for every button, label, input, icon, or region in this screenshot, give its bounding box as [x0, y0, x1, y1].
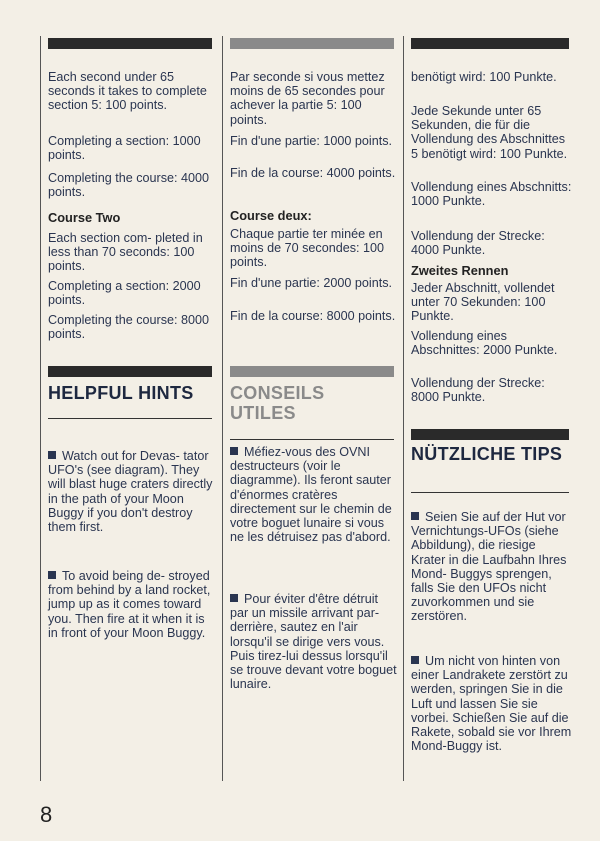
section-subtitle: Course Two	[48, 210, 121, 225]
scoring-text: Vollendung der Strecke: 4000 Punkte.	[411, 229, 545, 258]
square-bullet-icon	[411, 512, 419, 520]
hint-text: Seien Sie auf der Hut vor Vernichtungs-UFOs (siehe Abbildung), die riesige Krater in die Laufbahn Ihres Mond- Buggys sprengen, falls Sie den UFOs nicht zuvorkommen und sie zerstören.	[411, 510, 567, 624]
hint-paragraph	[230, 445, 398, 544]
page-number: 8	[40, 802, 53, 827]
column-french	[222, 36, 400, 781]
square-bullet-icon	[411, 656, 419, 664]
section-subtitle: Zweites Rennen	[411, 263, 509, 278]
hint-paragraph	[411, 654, 573, 753]
scoring-text: Vollendung eines Abschnittes: 2000 Punkte.	[411, 329, 558, 358]
hints-title: CONSEILS	[230, 383, 325, 403]
scoring-text: Vollendung eines Abschnitts: 1000 Punkte.	[411, 180, 572, 209]
scoring-text: Vollendung der Strecke: 8000 Punkte.	[411, 376, 545, 405]
header-bar	[48, 38, 212, 49]
hint-text: To avoid being de- stroyed from behind by a land rocket, jump up as it comes toward you. Then fire at it when it is in front of your Moon Buggy.	[48, 569, 211, 640]
section-subtitle: Course deux:	[230, 208, 312, 223]
scoring-text: Jede Sekunde unter 65 Sekunden, die für die Vollendung des Abschnittes 5 benötigt wird: 100 Punkte.	[411, 104, 568, 161]
scoring-text: Completing a section: 2000 points.	[48, 279, 201, 308]
hint-text: Um nicht von hinten von einer Landrakete zerstört zu werden, springen Sie in die Luft und lassen Sie sie vorbei. Schießen Sie auf die Rakete, sobald sie vor Ihrem Mond-Buggy ist.	[411, 654, 572, 754]
hints-bar	[230, 366, 394, 377]
square-bullet-icon	[230, 447, 238, 455]
hint-text: Pour éviter d'être détruit par un missile arrivant par-derrière, sautez en l'air lorsqu'il se dirige vers vous. Puis tirez-lui dessus lorsqu'il se trouve devant votre boguet lunaire.	[230, 592, 397, 692]
hints-bar	[48, 366, 212, 377]
scoring-text: Chaque partie ter minée en moins de 70 secondes: 100 points.	[230, 227, 385, 270]
header-bar	[230, 38, 394, 49]
scoring-text: Completing the course: 8000 points.	[48, 313, 210, 342]
scoring-text: Jeder Abschnitt, vollendet unter 70 Sekunden: 100 Punkte.	[411, 281, 555, 324]
hint-text: Méfiez-vous des OVNI destructeurs (voir le diagramme). Ils feront sauter d'énormes cratères directement sur le chemin de votre boguet lunaire si vous ne les détruisez pas d'abord.	[230, 445, 392, 545]
hint-paragraph	[230, 592, 398, 691]
scoring-text: Each second under 65 seconds it takes to complete section 5: 100 points.	[48, 70, 207, 113]
scoring-text: Completing the course: 4000 points.	[48, 171, 210, 200]
hints-title: HELPFUL HINTS	[48, 383, 194, 403]
scoring-text: Fin de la course: 8000 points.	[230, 309, 396, 323]
square-bullet-icon	[230, 594, 238, 602]
hints-bar	[411, 429, 569, 440]
hint-paragraph	[411, 510, 573, 624]
header-bar	[411, 38, 569, 49]
hint-paragraph	[48, 449, 216, 534]
column-english	[40, 36, 218, 781]
scoring-text: benötigt wird: 100 Punkte.	[411, 70, 557, 84]
square-bullet-icon	[48, 451, 56, 459]
scoring-text: Par seconde si vous mettez moins de 65 secondes pour achever la partie 5: 100 points.	[230, 70, 385, 127]
divider	[411, 492, 569, 493]
scoring-text: Completing a section: 1000 points.	[48, 134, 201, 163]
square-bullet-icon	[48, 571, 56, 579]
hint-text: Watch out for Devas- tator UFO's (see diagram). They will blast huge craters directly in the path of your Moon Buggy if you don't destroy them first.	[48, 449, 213, 535]
hints-title: UTILES	[230, 403, 296, 423]
column-german	[403, 36, 575, 781]
scoring-text: Fin de la course: 4000 points.	[230, 166, 396, 180]
hints-title: NÜTZLICHE TIPS	[411, 444, 563, 464]
divider	[230, 439, 394, 440]
scoring-text: Each section com- pleted in less than 70 seconds: 100 points.	[48, 231, 203, 274]
scoring-text: Fin d'une partie: 1000 points.	[230, 134, 393, 148]
scoring-text: Fin d'une partie: 2000 points.	[230, 276, 393, 290]
divider	[48, 418, 212, 419]
hint-paragraph	[48, 569, 216, 640]
